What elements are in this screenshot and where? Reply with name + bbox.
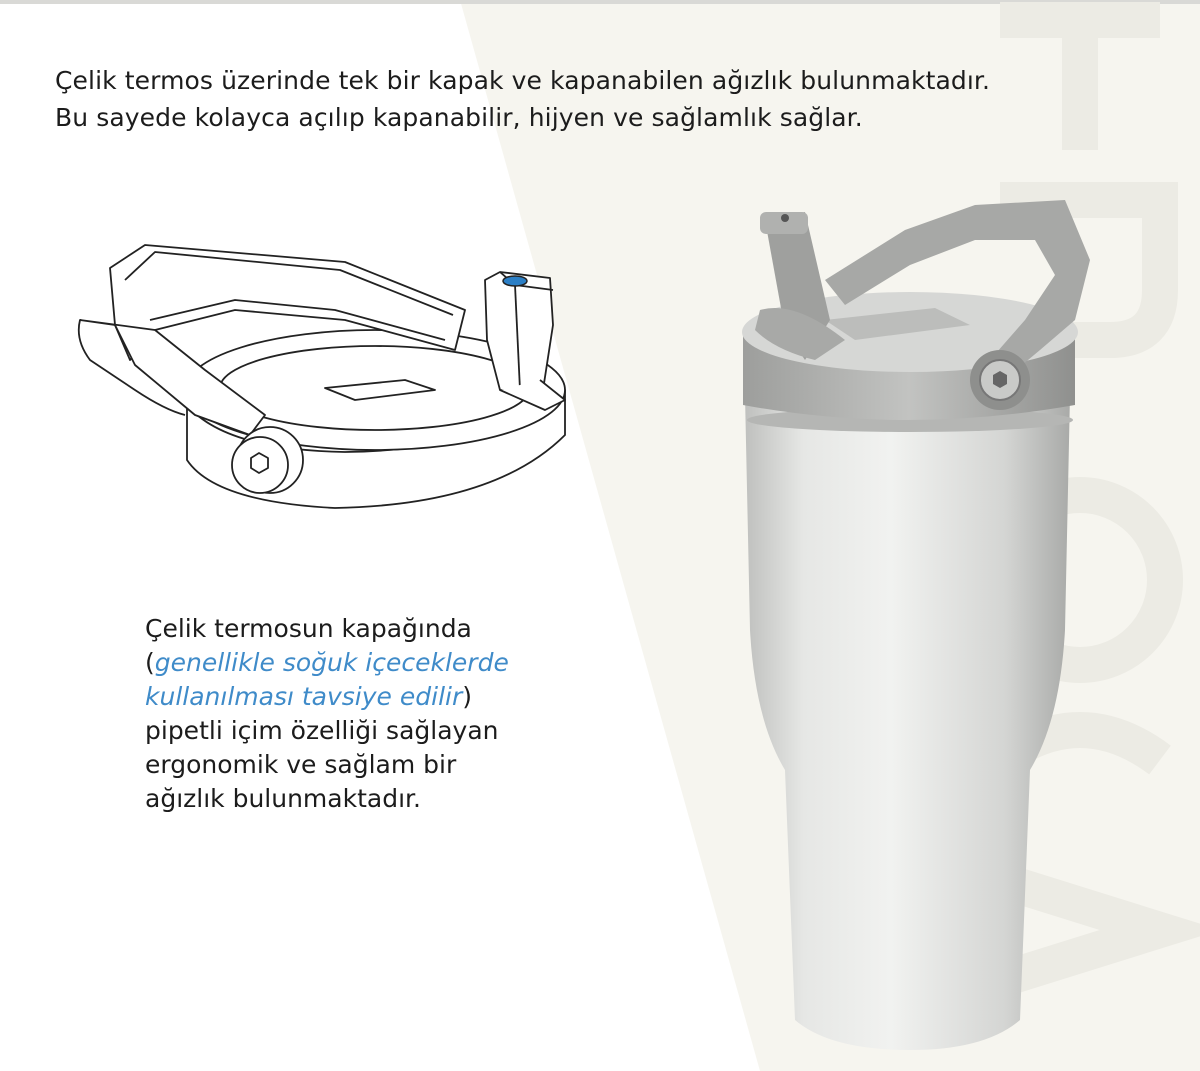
lid-line-drawing <box>75 240 575 510</box>
feature-line-6: ağızlık bulunmaktadır. <box>145 784 421 813</box>
feature-highlight-2: kullanılması tavsiye edilir <box>145 682 463 711</box>
feature-line-4: pipetli içim özelliği sağlayan <box>145 716 499 745</box>
paren-open: ( <box>145 648 155 677</box>
intro-text <box>55 62 1175 136</box>
feature-line-3 <box>145 680 605 714</box>
feature-highlight-1: genellikle soğuk içeceklerde <box>154 648 509 677</box>
feature-line-5: ergonomik ve sağlam bir <box>145 750 457 779</box>
paren-close: ) <box>462 682 473 711</box>
intro-line-2: Bu sayede kolayca açılıp kapanabilir, hijyen ve sağlamlık sağlar. <box>55 103 863 132</box>
feature-text <box>145 612 605 816</box>
feature-line-2 <box>145 646 605 680</box>
feature-line-1: Çelik termosun kapağında <box>145 614 472 643</box>
intro-line-1: Çelik termos üzerinde tek bir kapak ve kapanabilen ağızlık bulunmaktadır. <box>55 66 991 95</box>
thermos-bottle-image <box>735 200 1095 1060</box>
